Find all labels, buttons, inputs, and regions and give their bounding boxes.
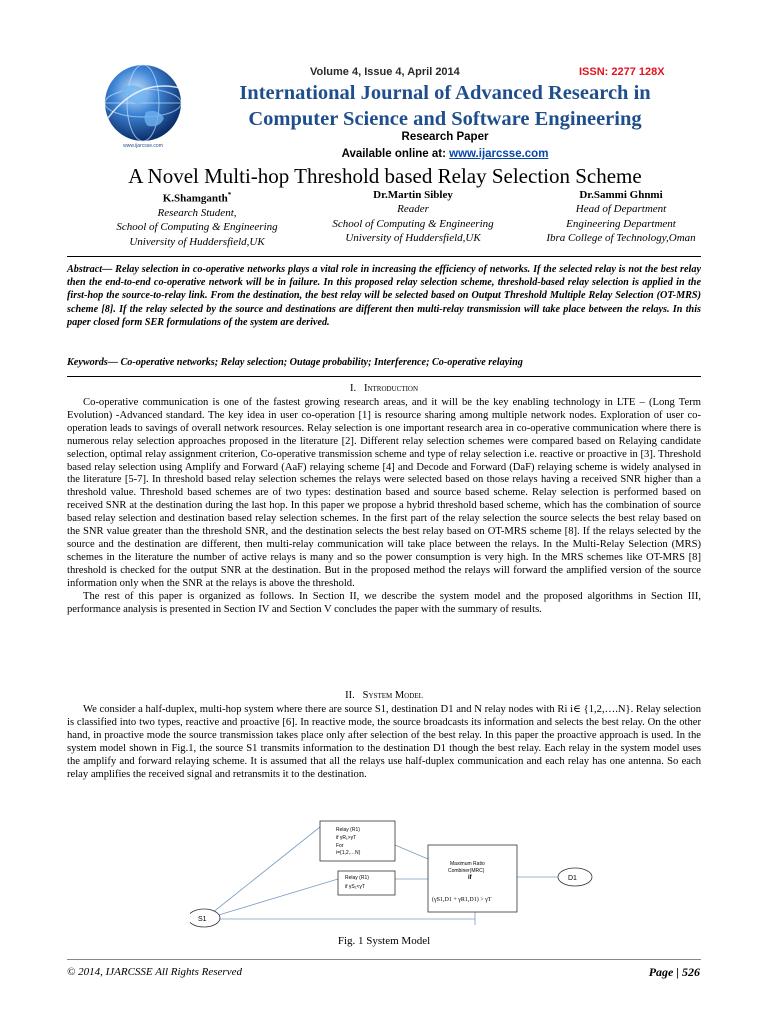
node-d1-label: D1 [568,875,577,882]
mrc-label-2: Combiner(MRC) [448,868,485,874]
author-name: Dr.Martin Sibley [373,189,453,201]
journal-title-line1: International Journal of Advanced Research in [239,82,651,104]
section-number: II. [345,690,355,701]
mrc-label-1: Maximum Ratio [450,861,485,867]
paragraph: The rest of this paper is organized as follows. In Section II, we describe the system model and the proposed algorithms in Section III, performance analysis is presented in Section IV and Section V concludes the paper with the summary of results. [67,590,701,615]
relay-top-label-2: if γR₁>γT [336,835,357,841]
divider [67,256,701,257]
relay-bottom-label-1: Relay (R1) [345,875,369,881]
relay-top-label-3: For [336,843,344,849]
mrc-label-3: if [468,875,472,881]
page-number: Page | 526 [648,965,700,979]
keywords: Keywords— Co-operative networks; Relay selection; Outage probability; Interference; Co-operative relaying [67,357,523,368]
paragraph: We consider a half-duplex, multi-hop system where there are source S1, destination D1 and N relay nodes with Ri i∈ {1,2,….N}. Relay selection is classified into two types, reactive and proactive [6]. In reactive mode, the source broadcasts its information and selects the best relay. On the other hand, in proactive mode the source transmission takes place only after selection of the best relay. In this paper the proactive approach is used. In the system model shown in Fig.1, the source S1 transmits information to the destination D1 though the best relay. Each relay in the system model uses the amplify and forward relaying scheme. It is assumed that all the relays use half-duplex communication and each relay has one antenna. So each relay amplifies the received signal and retransmits it to the destination. [67,704,701,780]
link-s1-relay-top [212,827,320,913]
author-3 [506,188,736,245]
section-title: System Model [362,690,423,701]
journal-logo-globe-icon [100,60,186,146]
abstract: Abstract— Relay selection in co-operative networks plays a vital role in increasing the efficiency of networks. If the selected relay is not the best relay then the end-to-end co-operative network will be in failure. In this proposed relay selection scheme, threshold-based relay selection is applied in the first-hop the source-to-relay link. From the destination, the best relay will be selected based on Output Threshold Multiple Relay Selection (OT-MRS) scheme [8]. If the relay selected by the source and destinations are different then multi-relay transmission will take place between the relays. In this paper closed form SER formulations of the system are derived. [67,264,701,328]
author-dept: School of Computing & Engineering [116,221,278,234]
relay-bottom-label-2: if γS₁<γT [345,884,365,890]
system-model-figure [190,815,610,930]
section-heading-system-model [67,690,701,701]
introduction-body [67,397,701,616]
footer-divider [67,959,701,960]
link-relay-top-mrc [395,845,428,859]
paper-type: Research Paper [401,131,489,143]
author-2 [298,188,528,245]
available-online [190,148,700,160]
relay-top-label-1: Relay (R1) [336,827,360,833]
author-name: K.Shamganth [162,192,228,205]
available-prefix: Available online at: [341,148,450,160]
mrc-condition: (γS1,D1 + γR1,D1) > γT [432,897,492,903]
paper-title: A Novel Multi-hop Threshold based Relay Selection Scheme [128,164,642,188]
author-inst: Ibra College of Technology,Oman [546,231,696,244]
author-dept: School of Computing & Engineering [332,217,494,230]
author-dept: Engineering Department [566,217,676,230]
author-1 [82,188,312,249]
figure-caption: Fig. 1 System Model [337,935,431,947]
issn: ISSN: 2277 128X [579,66,665,78]
author-role: Reader [397,203,429,216]
divider [67,376,701,377]
journal-title-line2: Computer Science and Software Engineering [248,108,642,130]
journal-title [190,80,700,132]
author-role: Head of Department [575,203,667,216]
author-inst: University of Huddersfield,UK [129,235,265,248]
system-model-body [67,704,701,781]
logo-caption: www.ijarcsse.com [123,143,163,149]
author-name: Dr.Sammi Ghnmi [579,189,663,201]
journal-website-link[interactable]: www.ijarcsse.com [449,148,549,160]
section-number: I. [349,383,357,394]
section-title: Introduction [363,383,419,394]
copyright: © 2014, IJARCSSE All Rights Reserved [67,966,242,978]
relay-top-label-4: i={1,2,…N} [336,850,361,856]
section-heading-introduction [67,383,701,394]
volume-issue: Volume 4, Issue 4, April 2014 [310,66,460,78]
author-inst: University of Huddersfield,UK [345,231,481,244]
author-mark: * [227,191,232,199]
node-s1-label: S1 [198,916,207,923]
author-role: Research Student, [157,206,237,219]
paragraph: Co-operative communication is one of the fastest growing research areas, and it will be the key enabling technology in LTE – (Long Term Evolution) -Advanced standard. The key idea in user co-operation [1] is resource sharing among multiple network nodes. Exploration of user co-operation leads to savings of overall network resources. Relay selection is one important research area in co-operative communication where there is numerous relay selection approaches proposed in the literature [2]. Different relay selection schemes were compared based on Relaying candidate selection, optimal relay assignment criterion, Co-operative transmission scheme and type of relay selection i.e. reactive or proactive in [3]. Threshold based relay selection using Amplify and Forward (AaF) relaying scheme [4] and Decode and Forward (DaF) relaying scheme is widely analysed in the literature [5-7]. In threshold based relay selection schemes the relays were selected based on those relays having a received SNR higher than a threshold value. Threshold based schemes are of two types: destination based and source based scheme. Relay selection is performed based on received SNR at the destination during the last hop. In this paper we propose a hybrid threshold based scheme, which has the combination of source based relay selection and destination based relay selection schemes. In the first part of the relay selection the source selects the best relay based on the SNR value greater than the threshold SNR, and the destination selects the best relay based on OT-MRS scheme [8]. If the relays selected by the source and the destination are different, then multi-relay communication will take place between the relays. In the Multi-Relay Selection (MRS) schemes in the literature the number of active relays is many and so the power consumption is very high. In the MRS schemes like OT-MRS [8] threshold is checked for the output SNR at the destination. But in the proposed method the relays will forward the amplified version of the source information only when the SNR at the relays is above the threshold. [67,397,701,589]
